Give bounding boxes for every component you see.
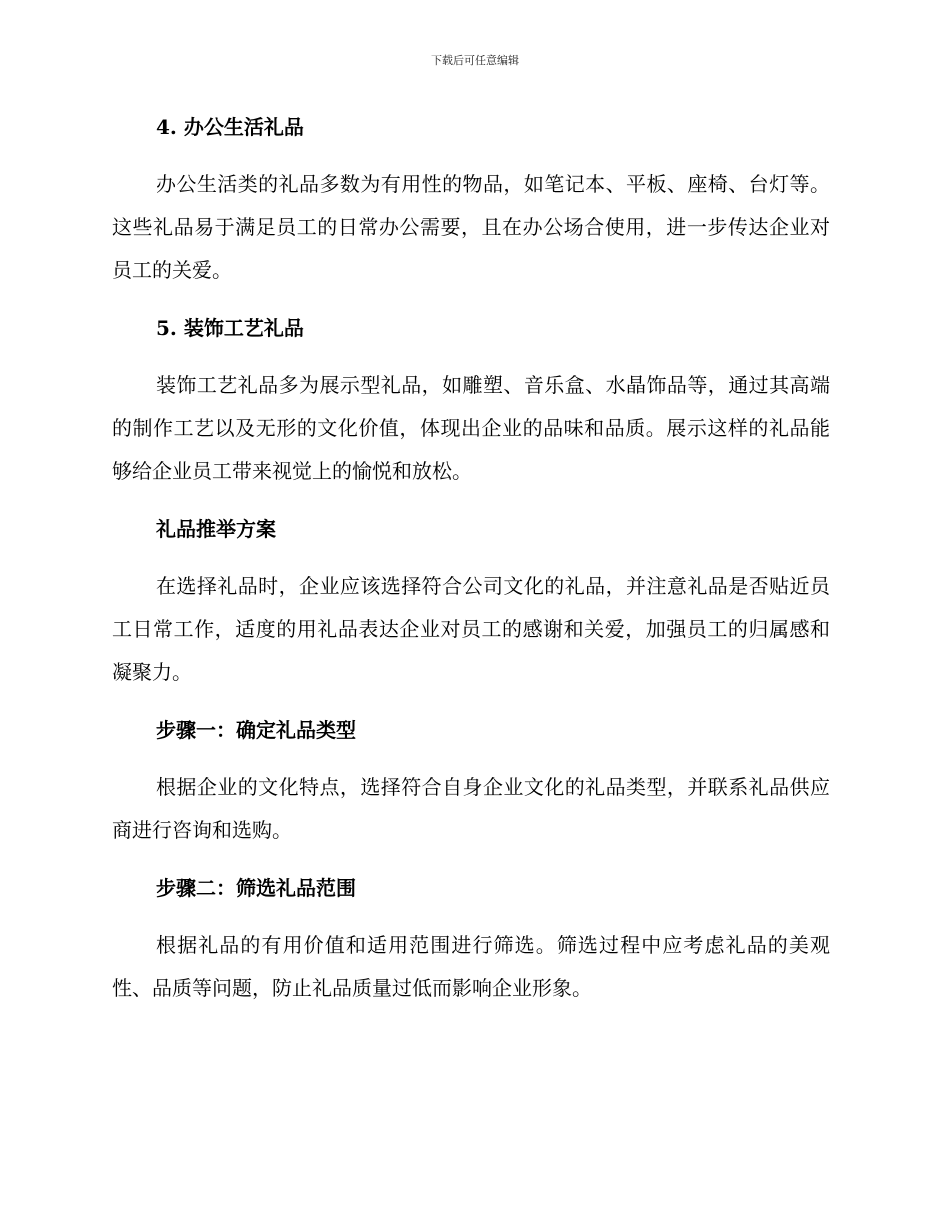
section-paragraph-office-gifts: 办公生活类的礼品多数为有用性的物品，如笔记本、平板、座椅、台灯等。这些礼品易于满足员工的日常办公需要，且在办公场合使用，进一步传达企业对员工的关爱。: [112, 172, 830, 282]
section-heading-step-one: 步骤一：确定礼品类型: [156, 718, 356, 742]
section-paragraph-step-two: 根据礼品的有用价值和适用范围进行筛选。筛选过程中应考虑礼品的美观性、品质等问题，防止礼品质量过低而影响企业形象。: [112, 933, 830, 1000]
page-header-note: 下载后可任意编辑: [431, 54, 519, 67]
section-paragraph-decorative-gifts: 装饰工艺礼品多为展示型礼品，如雕塑、音乐盒、水晶饰品等，通过其高端的制作工艺以及无形的文化价值，体现出企业的品味和品质。展示这样的礼品能够给企业员工带来视觉上的愉悦和放松。: [112, 373, 830, 483]
section-heading-step-two: 步骤二：筛选礼品范围: [156, 876, 356, 900]
section-heading-decorative-gifts: 5. 装饰工艺礼品: [156, 316, 304, 340]
section-paragraph-gift-plan: 在选择礼品时，企业应该选择符合公司文化的礼品，并注意礼品是否贴近员工日常工作，适度的用礼品表达企业对员工的感谢和关爱，加强员工的归属感和凝聚力。: [112, 574, 830, 684]
document-body: [112, 110, 830, 1010]
section-heading-gift-plan: 礼品推举方案: [156, 517, 276, 541]
section-paragraph-step-one: 根据企业的文化特点，选择符合自身企业文化的礼品类型，并联系礼品供应商进行咨询和选购。: [112, 775, 830, 842]
section-heading-office-gifts: 4. 办公生活礼品: [156, 115, 304, 139]
